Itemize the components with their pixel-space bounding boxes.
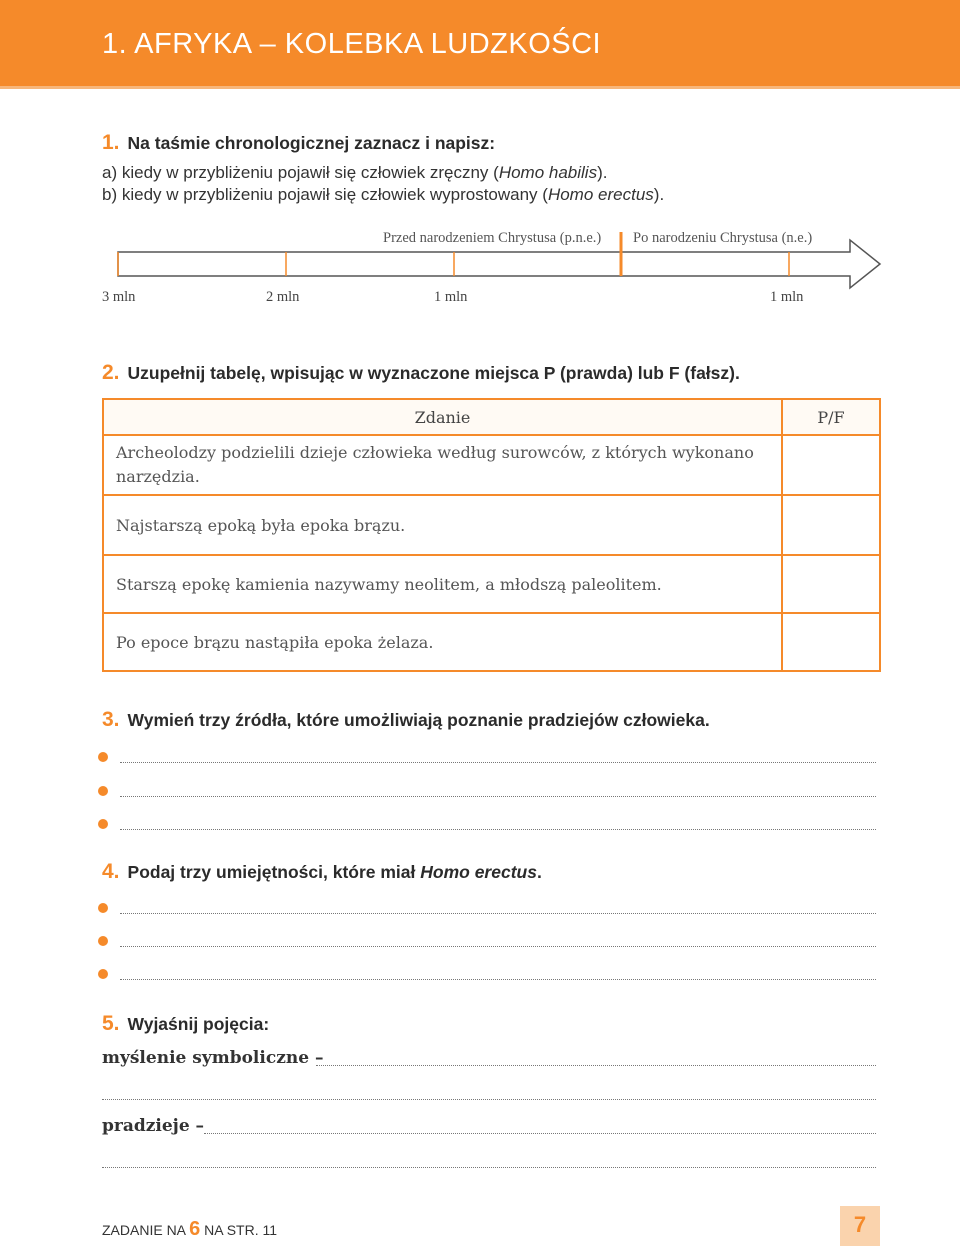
answer-line[interactable] <box>98 965 876 985</box>
bullet-icon <box>98 752 108 762</box>
task1-line-b: b) kiedy w przybliżeniu pojawił się człowiek wyprostowany (Homo erectus). <box>102 185 665 204</box>
bullet-icon <box>98 786 108 796</box>
task3-heading <box>102 708 710 732</box>
task1-heading-text: Na taśmie chronologicznej zaznacz i napisz: <box>127 133 496 153</box>
pf-answer-cell[interactable] <box>782 495 880 555</box>
answer-line[interactable] <box>98 815 876 835</box>
page-number: 7 <box>853 1212 867 1237</box>
timeline-tick-label-2: 1 mln <box>434 289 468 305</box>
definition-line[interactable] <box>316 1064 876 1066</box>
statement-cell: Najstarszą epoką była epoka brązu. <box>103 495 782 555</box>
table-row <box>103 555 880 613</box>
answer-line[interactable] <box>98 932 876 952</box>
column-header-statement: Zdanie <box>103 399 782 435</box>
timeline-after-label: Po narodzeniu Chrystusa (n.e.) <box>633 230 813 246</box>
pf-answer-cell[interactable] <box>782 555 880 613</box>
task5-number: 5. <box>102 1012 120 1035</box>
answer-line[interactable] <box>98 899 876 919</box>
task3-number: 3. <box>102 708 120 731</box>
definition-line[interactable] <box>102 1098 876 1100</box>
task5-heading-text: Wyjaśnij pojęcia: <box>127 1014 270 1034</box>
bullet-icon <box>98 903 108 913</box>
page-number-box <box>840 1206 880 1246</box>
table-header-row <box>103 399 880 435</box>
term-prehistory: pradzieje – <box>102 1116 205 1136</box>
bullet-icon <box>98 936 108 946</box>
timeline-before-label: Przed narodzeniem Chrystusa (p.n.e.) <box>383 230 602 246</box>
table-row <box>103 495 880 555</box>
task5-heading <box>102 1012 269 1036</box>
bullet-icon <box>98 819 108 829</box>
task2-number: 2. <box>102 361 120 384</box>
chapter-title: 1. AFRYKA – KOLEBKA LUDZKOŚCI <box>102 28 602 60</box>
footer-task-number: 6 <box>189 1218 201 1240</box>
timeline-arrow-body <box>118 240 880 288</box>
table-row <box>103 435 880 495</box>
timeline-tick-label-0: 3 mln <box>102 289 136 305</box>
definition-line[interactable] <box>204 1132 876 1134</box>
answer-line[interactable] <box>98 748 876 768</box>
task4-heading: 4. Podaj trzy umiejętności, które miał Homo erectus. <box>102 860 542 883</box>
term-symbolic-thinking: myślenie symboliczne – <box>102 1048 324 1068</box>
pf-answer-cell[interactable] <box>782 435 880 495</box>
task2-heading-text: Uzupełnij tabelę, wpisując w wyznaczone miejsca P (prawda) lub F (fałsz). <box>127 363 740 383</box>
table-row <box>103 613 880 671</box>
timeline-arrow[interactable] <box>0 0 960 300</box>
bullet-icon <box>98 969 108 979</box>
task2-heading <box>102 361 740 385</box>
timeline-tick-label-3: 1 mln <box>770 289 804 305</box>
footer-reference: ZADANIE NA 6 NA STR. 11 <box>102 1218 278 1240</box>
task1-number: 1. <box>102 131 120 154</box>
statement-cell: Archeolodzy podzielili dzieje człowieka według surowców, z których wykonano narzędzia. <box>103 435 782 495</box>
pf-answer-cell[interactable] <box>782 613 880 671</box>
task3-heading-text: Wymień trzy źródła, które umożliwiają poznanie pradziejów człowieka. <box>127 710 710 730</box>
task4-number: 4. <box>102 860 120 883</box>
task1-line-a: a) kiedy w przybliżeniu pojawił się człowiek zręczny (Homo habilis). <box>102 163 608 182</box>
definition-line[interactable] <box>102 1166 876 1168</box>
column-header-pf: P/F <box>782 399 880 435</box>
statement-cell: Po epoce brązu nastąpiła epoka żelaza. <box>103 613 782 671</box>
statement-cell: Starszą epokę kamienia nazywamy neolitem, a młodszą paleolitem. <box>103 555 782 613</box>
timeline-tick-label-1: 2 mln <box>266 289 300 305</box>
true-false-table <box>102 398 881 672</box>
answer-line[interactable] <box>98 782 876 802</box>
